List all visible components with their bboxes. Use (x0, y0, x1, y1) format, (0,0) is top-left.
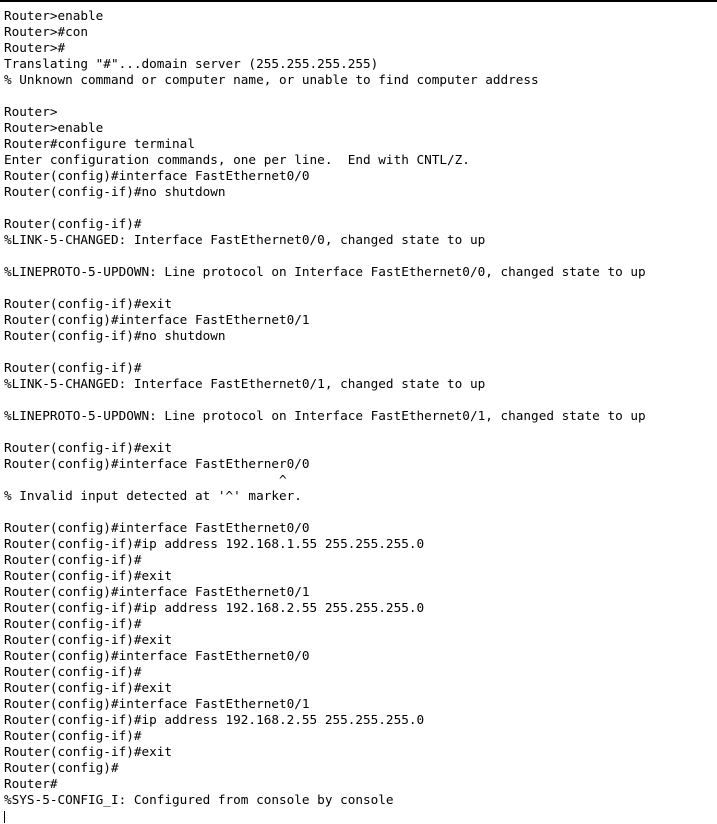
terminal-line: Router(config-if)# (4, 552, 142, 567)
terminal-line: Router(config)#interface FastEthernet0/1 (4, 312, 310, 327)
terminal-line (4, 248, 717, 264)
terminal-line: Router# (4, 776, 58, 791)
terminal-line: Router>enable (4, 8, 104, 23)
terminal-line: Router(config-if)#ip address 192.168.2.55 255.255.255.0 (4, 712, 425, 727)
terminal-line: Router(config)# (4, 760, 119, 775)
terminal-line (4, 504, 717, 520)
terminal-line: Router(config-if)#exit (4, 632, 173, 647)
terminal-cursor-line (4, 808, 717, 824)
terminal-line: Router(config)#interface FastEthernet0/0 (4, 168, 310, 183)
terminal-line: Router(config-if)#exit (4, 296, 173, 311)
terminal-line (4, 88, 717, 104)
terminal-line: %LINK-5-CHANGED: Interface FastEthernet0/1, changed state to up (4, 376, 486, 391)
terminal-line: Router(config-if)# (4, 216, 142, 231)
terminal-line: Router(config-if)# (4, 616, 142, 631)
terminal-line: % Invalid input detected at '^' marker. (4, 488, 302, 503)
terminal-line (4, 344, 717, 360)
terminal-line: Router(config-if)#exit (4, 440, 173, 455)
terminal-line: %LINK-5-CHANGED: Interface FastEthernet0/0, changed state to up (4, 232, 486, 247)
terminal-line: %SYS-5-CONFIG_I: Configured from console by console (4, 792, 394, 807)
terminal-line: % Unknown command or computer name, or unable to find computer address (4, 72, 539, 87)
terminal-line: Router#configure terminal (4, 136, 195, 151)
terminal-line: Router(config)#interface FastEthernet0/0 (4, 520, 310, 535)
terminal-line: Router> (4, 104, 58, 119)
terminal-line: Router(config-if)#ip address 192.168.1.55 255.255.255.0 (4, 536, 425, 551)
terminal-line: ^ (4, 472, 287, 487)
terminal-line: Router(config)#interface FastEthernet0/1 (4, 584, 310, 599)
terminal-line: Router(config-if)#no shutdown (4, 328, 226, 343)
terminal-line (4, 424, 717, 440)
terminal-line: Enter configuration commands, one per line. End with CNTL/Z. (4, 152, 470, 167)
terminal-line: Router>enable (4, 120, 104, 135)
terminal-line: %LINEPROTO-5-UPDOWN: Line protocol on Interface FastEthernet0/1, changed state to up (4, 408, 646, 423)
terminal-line: Router(config-if)# (4, 360, 142, 375)
terminal-line: Router(config-if)#exit (4, 568, 173, 583)
terminal-line: Router(config-if)# (4, 728, 142, 743)
terminal-line: Router(config)#interface FastEthernet0/1 (4, 696, 310, 711)
terminal-line: Router(config-if)#exit (4, 744, 173, 759)
terminal-line: Translating "#"...domain server (255.255.255.255) (4, 56, 379, 71)
terminal-line: Router># (4, 40, 66, 55)
terminal-line (4, 392, 717, 408)
terminal-line: Router(config-if)#no shutdown (4, 184, 226, 199)
terminal-line: Router(config-if)#ip address 192.168.2.55 255.255.255.0 (4, 600, 425, 615)
terminal-line (4, 280, 717, 296)
terminal-line: Router(config)#interface FastEthernet0/0 (4, 648, 310, 663)
terminal-line (4, 200, 717, 216)
terminal-line: %LINEPROTO-5-UPDOWN: Line protocol on Interface FastEthernet0/0, changed state to up (4, 264, 646, 279)
terminal-line: Router>#con (4, 24, 89, 39)
terminal-line: Router(config-if)# (4, 664, 142, 679)
terminal-line: Router(config)#interface FastEtherner0/0 (4, 456, 310, 471)
terminal-line: Router(config-if)#exit (4, 680, 173, 695)
text-cursor (4, 811, 5, 823)
